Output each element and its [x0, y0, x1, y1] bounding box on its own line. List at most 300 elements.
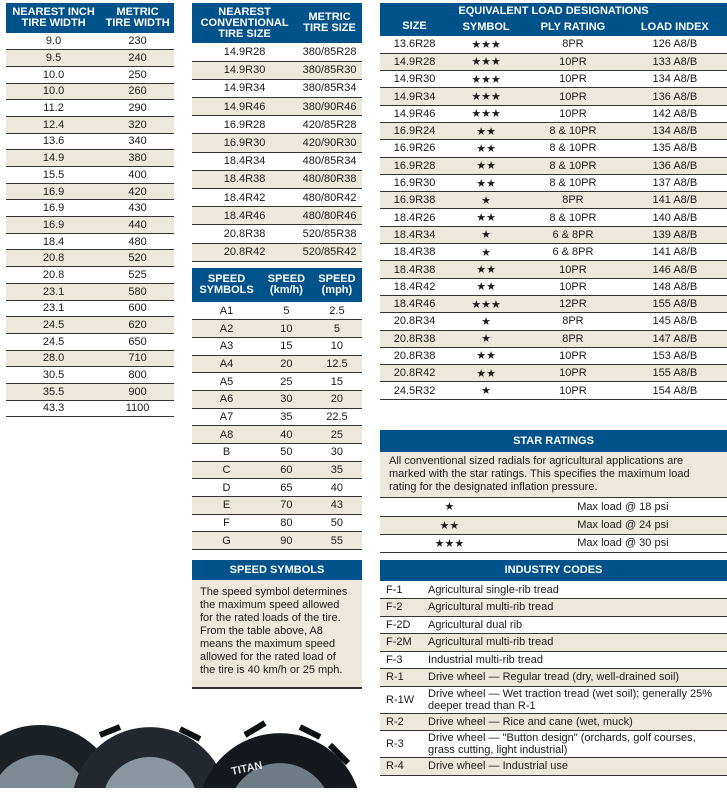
table-cell: 155 A8/B [623, 295, 727, 312]
table-row [6, 83, 174, 100]
table-row [380, 295, 727, 312]
table-cell: 14.9R28 [380, 53, 449, 70]
table-row [192, 302, 362, 320]
table-cell: C [192, 461, 261, 479]
table-cell: Max load @ 30 psi [519, 534, 727, 552]
table-cell: 16.9R26 [380, 140, 449, 157]
table-row [380, 157, 727, 174]
table-cell: Drive wheel — Regular tread (dry, well-drained soil) [422, 669, 727, 687]
table-row [6, 233, 174, 250]
table-row [380, 53, 727, 70]
table-cell: F-1 [380, 581, 422, 599]
table-row [192, 444, 362, 462]
table-row [380, 581, 727, 599]
table-row [380, 713, 727, 731]
table-cell: 480/80R42 [297, 189, 362, 207]
table-cell: 10PR [523, 365, 623, 382]
table-cell: 35 [261, 408, 312, 426]
table-row [380, 122, 727, 139]
table-cell: 710 [101, 350, 174, 367]
table-cell: 18.4R42 [192, 189, 297, 207]
table-cell: ★ [449, 244, 523, 261]
table-cell: 139 A8/B [623, 226, 727, 243]
table-cell: 145 A8/B [623, 313, 727, 330]
table-cell: 16.9 [6, 217, 101, 234]
table-cell: ★★ [449, 278, 523, 295]
table-cell: 520/85R38 [297, 225, 362, 243]
table-cell: 20.8R42 [192, 243, 297, 261]
table-cell: 14.9R34 [380, 88, 449, 105]
table-cell: 148 A8/B [623, 278, 727, 295]
table-cell: A2 [192, 320, 261, 338]
table-cell: 137 A8/B [623, 174, 727, 191]
table-cell: 480/85R34 [297, 152, 362, 170]
table-cell: Agricultural multi-rib tread [422, 634, 727, 652]
table-row [192, 152, 362, 170]
table-cell: 13.6 [6, 133, 101, 150]
table-row [6, 50, 174, 67]
table-cell: 65 [261, 479, 312, 497]
table-cell: 18.4R38 [380, 244, 449, 261]
table-cell: 340 [101, 133, 174, 150]
table-cell: 15 [312, 373, 362, 391]
table-row [380, 382, 727, 399]
table-row [380, 140, 727, 157]
table-cell: 30.5 [6, 367, 101, 384]
table-row [380, 669, 727, 687]
table-cell: 18.4R34 [192, 152, 297, 170]
table-cell: ★★★ [449, 105, 523, 122]
table-cell: 50 [312, 514, 362, 532]
table-row [6, 100, 174, 117]
table-cell: 23.1 [6, 300, 101, 317]
table-cell: 430 [101, 200, 174, 217]
table-cell: 8 & 10PR [523, 140, 623, 157]
table-cell: 380/85R34 [297, 79, 362, 97]
table-row [380, 71, 727, 88]
table-cell: 10PR [523, 105, 623, 122]
table-cell: Drive wheel — Industrial use [422, 758, 727, 776]
table-cell: 35.5 [6, 383, 101, 400]
table-cell: 380/85R30 [297, 61, 362, 79]
table-cell: 25 [261, 373, 312, 391]
table-cell: 2.5 [312, 302, 362, 320]
table-cell: 24.5R32 [380, 382, 449, 399]
tire-width-table [6, 3, 174, 417]
table-cell: 10PR [523, 347, 623, 364]
table-cell: R-3 [380, 731, 422, 758]
table-row [380, 599, 727, 617]
table-cell: 16.9 [6, 183, 101, 200]
table-cell: ★★ [449, 140, 523, 157]
table-cell: 520 [101, 250, 174, 267]
table-cell: 135 A8/B [623, 140, 727, 157]
table-cell: 80 [261, 514, 312, 532]
table-row [380, 651, 727, 669]
load-designations-table [380, 3, 727, 400]
table-cell: 14.9R28 [192, 43, 297, 61]
table-row [6, 283, 174, 300]
table-row [192, 532, 362, 550]
table-cell: Agricultural single-rib tread [422, 581, 727, 599]
table-cell: 16.9R38 [380, 192, 449, 209]
table-cell: ★★ [449, 365, 523, 382]
table-row [6, 183, 174, 200]
table-cell: 25 [312, 426, 362, 444]
table-row [6, 350, 174, 367]
table-row [6, 333, 174, 350]
table-cell: 8 & 10PR [523, 122, 623, 139]
table-cell: R-1 [380, 669, 422, 687]
table-cell: Max load @ 18 psi [519, 498, 727, 516]
table-cell: 24.5 [6, 317, 101, 334]
table-cell: 134 A8/B [623, 71, 727, 88]
table-cell: F [192, 514, 261, 532]
table-cell: 10PR [523, 278, 623, 295]
table-row [380, 88, 727, 105]
table-cell: 60 [261, 461, 312, 479]
table-cell: 480 [101, 233, 174, 250]
table-cell: 20.8 [6, 250, 101, 267]
table-cell: A5 [192, 373, 261, 391]
table-cell: Industrial multi-rib tread [422, 651, 727, 669]
table-cell: 154 A8/B [623, 382, 727, 399]
table-row [192, 461, 362, 479]
table-row [380, 731, 727, 758]
table-cell: 90 [261, 532, 312, 550]
table-cell: 230 [101, 33, 174, 50]
table-cell: ★★ [449, 261, 523, 278]
table-cell: F-2M [380, 634, 422, 652]
table-row [380, 278, 727, 295]
table-cell: 136 A8/B [623, 157, 727, 174]
table-cell: Drive wheel — "Button design" (orchards, golf courses, grass cutting, light industrial) [422, 731, 727, 758]
table-cell: 480/80R38 [297, 170, 362, 188]
table-row [380, 192, 727, 209]
table-row [192, 61, 362, 79]
table-cell: 14.9R30 [380, 71, 449, 88]
table-cell: 14.9R34 [192, 79, 297, 97]
table-cell: 14.9R46 [192, 98, 297, 116]
tire-logo: TITAN [230, 759, 264, 778]
table-cell: 580 [101, 283, 174, 300]
col-header: SYMBOL [449, 19, 523, 36]
table-row [192, 170, 362, 188]
table-row [192, 243, 362, 261]
table-row [192, 373, 362, 391]
table-row [380, 209, 727, 226]
table-row [6, 133, 174, 150]
table-cell: G [192, 532, 261, 550]
table-row [6, 383, 174, 400]
star-ratings-text: All conventional sized radials for agricultural applications are marked with the star ratings. This specifies the maximum load rating for the designated inflation pressure. [380, 452, 727, 498]
table-cell: ★ [380, 498, 519, 516]
table-cell: Drive wheel — Wet traction tread (wet soil); generally 25% deeper tread than R-1 [422, 686, 727, 713]
table-cell: 16.9 [6, 200, 101, 217]
table-row [192, 189, 362, 207]
col-header: NEAREST INCH TIRE WIDTH [6, 3, 101, 33]
table-cell: 50 [261, 444, 312, 462]
table-cell: Max load @ 24 psi [519, 516, 727, 534]
table-cell: 20.8R42 [380, 365, 449, 382]
table-cell: A6 [192, 390, 261, 408]
table-row [192, 116, 362, 134]
table-cell: 9.5 [6, 50, 101, 67]
table-cell: 43.3 [6, 400, 101, 417]
table-cell: 800 [101, 367, 174, 384]
table-cell: 600 [101, 300, 174, 317]
speed-symbols-text: The speed symbol determines the maximum speed allowed for the rated loads of the tire. From the table above, A8 means the maximum speed allowed for the rated load of the tire is 40 km/h or 25 mph. [192, 580, 362, 689]
table-cell: 28.0 [6, 350, 101, 367]
star-ratings [380, 430, 727, 553]
table-cell: 12.5 [312, 355, 362, 373]
table-row [6, 167, 174, 184]
table-cell: ★ [449, 192, 523, 209]
table-cell: 18.4R46 [192, 207, 297, 225]
table-cell: 480/80R46 [297, 207, 362, 225]
table-cell: Agricultural multi-rib tread [422, 599, 727, 617]
table-row [380, 634, 727, 652]
table-row [192, 134, 362, 152]
table-row [6, 400, 174, 417]
table-cell: ★ [449, 330, 523, 347]
table-cell: 250 [101, 66, 174, 83]
table-cell: 525 [101, 267, 174, 284]
table-cell: 8 & 10PR [523, 157, 623, 174]
table-cell: 16.9R28 [380, 157, 449, 174]
table-cell: 10PR [523, 71, 623, 88]
table-cell: R-4 [380, 758, 422, 776]
table-row [6, 267, 174, 284]
table-row [192, 408, 362, 426]
col-header: METRIC TIRE WIDTH [101, 3, 174, 33]
table-cell: A8 [192, 426, 261, 444]
speed-table [192, 268, 362, 550]
table-cell: 440 [101, 217, 174, 234]
table-cell: 900 [101, 383, 174, 400]
table-cell: 40 [261, 426, 312, 444]
table-cell: 126 A8/B [623, 36, 727, 53]
table-cell: E [192, 497, 261, 515]
table-cell: 420 [101, 183, 174, 200]
table-cell: ★★ [449, 122, 523, 139]
tires-image [0, 715, 360, 788]
table-row [192, 497, 362, 515]
table-cell: 8 & 10PR [523, 209, 623, 226]
table-row [6, 116, 174, 133]
table-cell: 20.8R38 [380, 330, 449, 347]
col-header: SPEED (mph) [312, 268, 362, 302]
table-row [192, 225, 362, 243]
table-cell: 16.9R28 [192, 116, 297, 134]
table-cell: 18.4R26 [380, 209, 449, 226]
table-cell: 320 [101, 116, 174, 133]
table-cell: F-2 [380, 599, 422, 617]
table-cell: ★★ [449, 209, 523, 226]
table-row [380, 313, 727, 330]
table-cell: F-3 [380, 651, 422, 669]
col-header: SIZE [380, 19, 449, 36]
table-cell: 10.0 [6, 83, 101, 100]
table-cell: 6 & 8PR [523, 226, 623, 243]
table-cell: 400 [101, 167, 174, 184]
table-cell: B [192, 444, 261, 462]
table-row [192, 514, 362, 532]
table-cell: 10 [312, 337, 362, 355]
table-cell: 30 [261, 390, 312, 408]
table-cell: R-2 [380, 713, 422, 731]
table-cell: 8PR [523, 36, 623, 53]
table-cell: R-1W [380, 686, 422, 713]
table-cell: 16.9R30 [380, 174, 449, 191]
table-cell: 14.9R30 [192, 61, 297, 79]
table-cell: 142 A8/B [623, 105, 727, 122]
table-cell: 18.4R46 [380, 295, 449, 312]
table-cell: A7 [192, 408, 261, 426]
table-cell: 650 [101, 333, 174, 350]
table-row [192, 98, 362, 116]
table-cell: ★ [449, 313, 523, 330]
table-cell: Agricultural dual rib [422, 616, 727, 634]
table-cell: Drive wheel — Rice and cane (wet, muck) [422, 713, 727, 731]
table-row [380, 498, 727, 516]
table-cell: 620 [101, 317, 174, 334]
table-cell: 10PR [523, 382, 623, 399]
table-cell: 20 [312, 390, 362, 408]
table-cell: 11.2 [6, 100, 101, 117]
table-cell: ★★★ [449, 88, 523, 105]
speed-symbols-title: SPEED SYMBOLS [192, 560, 362, 580]
table-cell: ★★★ [449, 71, 523, 88]
table-row [380, 534, 727, 552]
table-cell: 8 & 10PR [523, 174, 623, 191]
table-cell: 155 A8/B [623, 365, 727, 382]
industry-codes [380, 560, 727, 776]
table-cell: 18.4R38 [192, 170, 297, 188]
table-cell: 1100 [101, 400, 174, 417]
col-header: NEAREST CONVENTIONAL TIRE SIZE [192, 3, 297, 43]
table-row [6, 66, 174, 83]
table-row [192, 337, 362, 355]
tire-size-table [192, 3, 362, 262]
star-ratings-title: STAR RATINGS [380, 430, 727, 452]
table-cell: 10PR [523, 261, 623, 278]
table-cell: 22.5 [312, 408, 362, 426]
table-cell: 70 [261, 497, 312, 515]
table-row [380, 365, 727, 382]
table-row [6, 250, 174, 267]
table-cell: 134 A8/B [623, 122, 727, 139]
table-cell: 6 & 8PR [523, 244, 623, 261]
table-cell: 40 [312, 479, 362, 497]
table-cell: ★★★ [449, 36, 523, 53]
table-cell: 141 A8/B [623, 192, 727, 209]
table-cell: 15 [261, 337, 312, 355]
table-cell: ★ [449, 226, 523, 243]
table-cell: 20.8R34 [380, 313, 449, 330]
table-cell: D [192, 479, 261, 497]
table-row [380, 347, 727, 364]
table-cell: 18.4 [6, 233, 101, 250]
table-row [192, 355, 362, 373]
col-header: SPEED SYMBOLS [192, 268, 261, 302]
col-header: SPEED (km/h) [261, 268, 312, 302]
table-cell: 12PR [523, 295, 623, 312]
table-cell: 141 A8/B [623, 244, 727, 261]
table-cell: 8PR [523, 313, 623, 330]
table-cell: ★★ [449, 157, 523, 174]
table-cell: 18.4R38 [380, 261, 449, 278]
table-row [6, 150, 174, 167]
table-cell: ★★★ [449, 53, 523, 70]
table-cell: 380/85R28 [297, 43, 362, 61]
load-title: EQUIVALENT LOAD DESIGNATIONS [380, 3, 727, 19]
table-row [380, 226, 727, 243]
table-cell: 420/85R28 [297, 116, 362, 134]
table-row [6, 200, 174, 217]
table-cell: 240 [101, 50, 174, 67]
table-cell: ★ [449, 382, 523, 399]
table-cell: 8PR [523, 330, 623, 347]
table-cell: 136 A8/B [623, 88, 727, 105]
industry-codes-title: INDUSTRY CODES [380, 560, 727, 581]
table-row [192, 207, 362, 225]
table-cell: 20.8R38 [380, 347, 449, 364]
table-row [6, 367, 174, 384]
table-cell: 9.0 [6, 33, 101, 50]
col-header: METRIC TIRE SIZE [297, 3, 362, 43]
table-cell: 380 [101, 150, 174, 167]
table-row [192, 426, 362, 444]
col-header: LOAD INDEX [623, 19, 727, 36]
table-cell: 290 [101, 100, 174, 117]
col-header: PLY RATING [523, 19, 623, 36]
table-cell: 5 [261, 302, 312, 320]
table-cell: 146 A8/B [623, 261, 727, 278]
table-cell: A3 [192, 337, 261, 355]
table-row [380, 516, 727, 534]
table-row [6, 300, 174, 317]
table-cell: 147 A8/B [623, 330, 727, 347]
table-cell: A1 [192, 302, 261, 320]
table-cell: 10PR [523, 88, 623, 105]
table-cell: 10.0 [6, 66, 101, 83]
table-cell: 153 A8/B [623, 347, 727, 364]
table-cell: 16.9R24 [380, 122, 449, 139]
table-cell: 43 [312, 497, 362, 515]
table-cell: 260 [101, 83, 174, 100]
table-row [192, 390, 362, 408]
table-cell: 24.5 [6, 333, 101, 350]
table-cell: 16.9R30 [192, 134, 297, 152]
table-cell: A4 [192, 355, 261, 373]
table-cell: 23.1 [6, 283, 101, 300]
table-cell: 10 [261, 320, 312, 338]
table-cell: 35 [312, 461, 362, 479]
table-cell: 14.9 [6, 150, 101, 167]
table-cell: 18.4R42 [380, 278, 449, 295]
table-cell: 10PR [523, 53, 623, 70]
table-row [380, 36, 727, 53]
table-cell: 15.5 [6, 167, 101, 184]
table-cell: 18.4R34 [380, 226, 449, 243]
table-cell: ★★ [449, 174, 523, 191]
table-cell: 133 A8/B [623, 53, 727, 70]
table-cell: 8PR [523, 192, 623, 209]
table-row [6, 317, 174, 334]
speed-symbols-box [192, 560, 362, 689]
table-cell: 20.8 [6, 267, 101, 284]
